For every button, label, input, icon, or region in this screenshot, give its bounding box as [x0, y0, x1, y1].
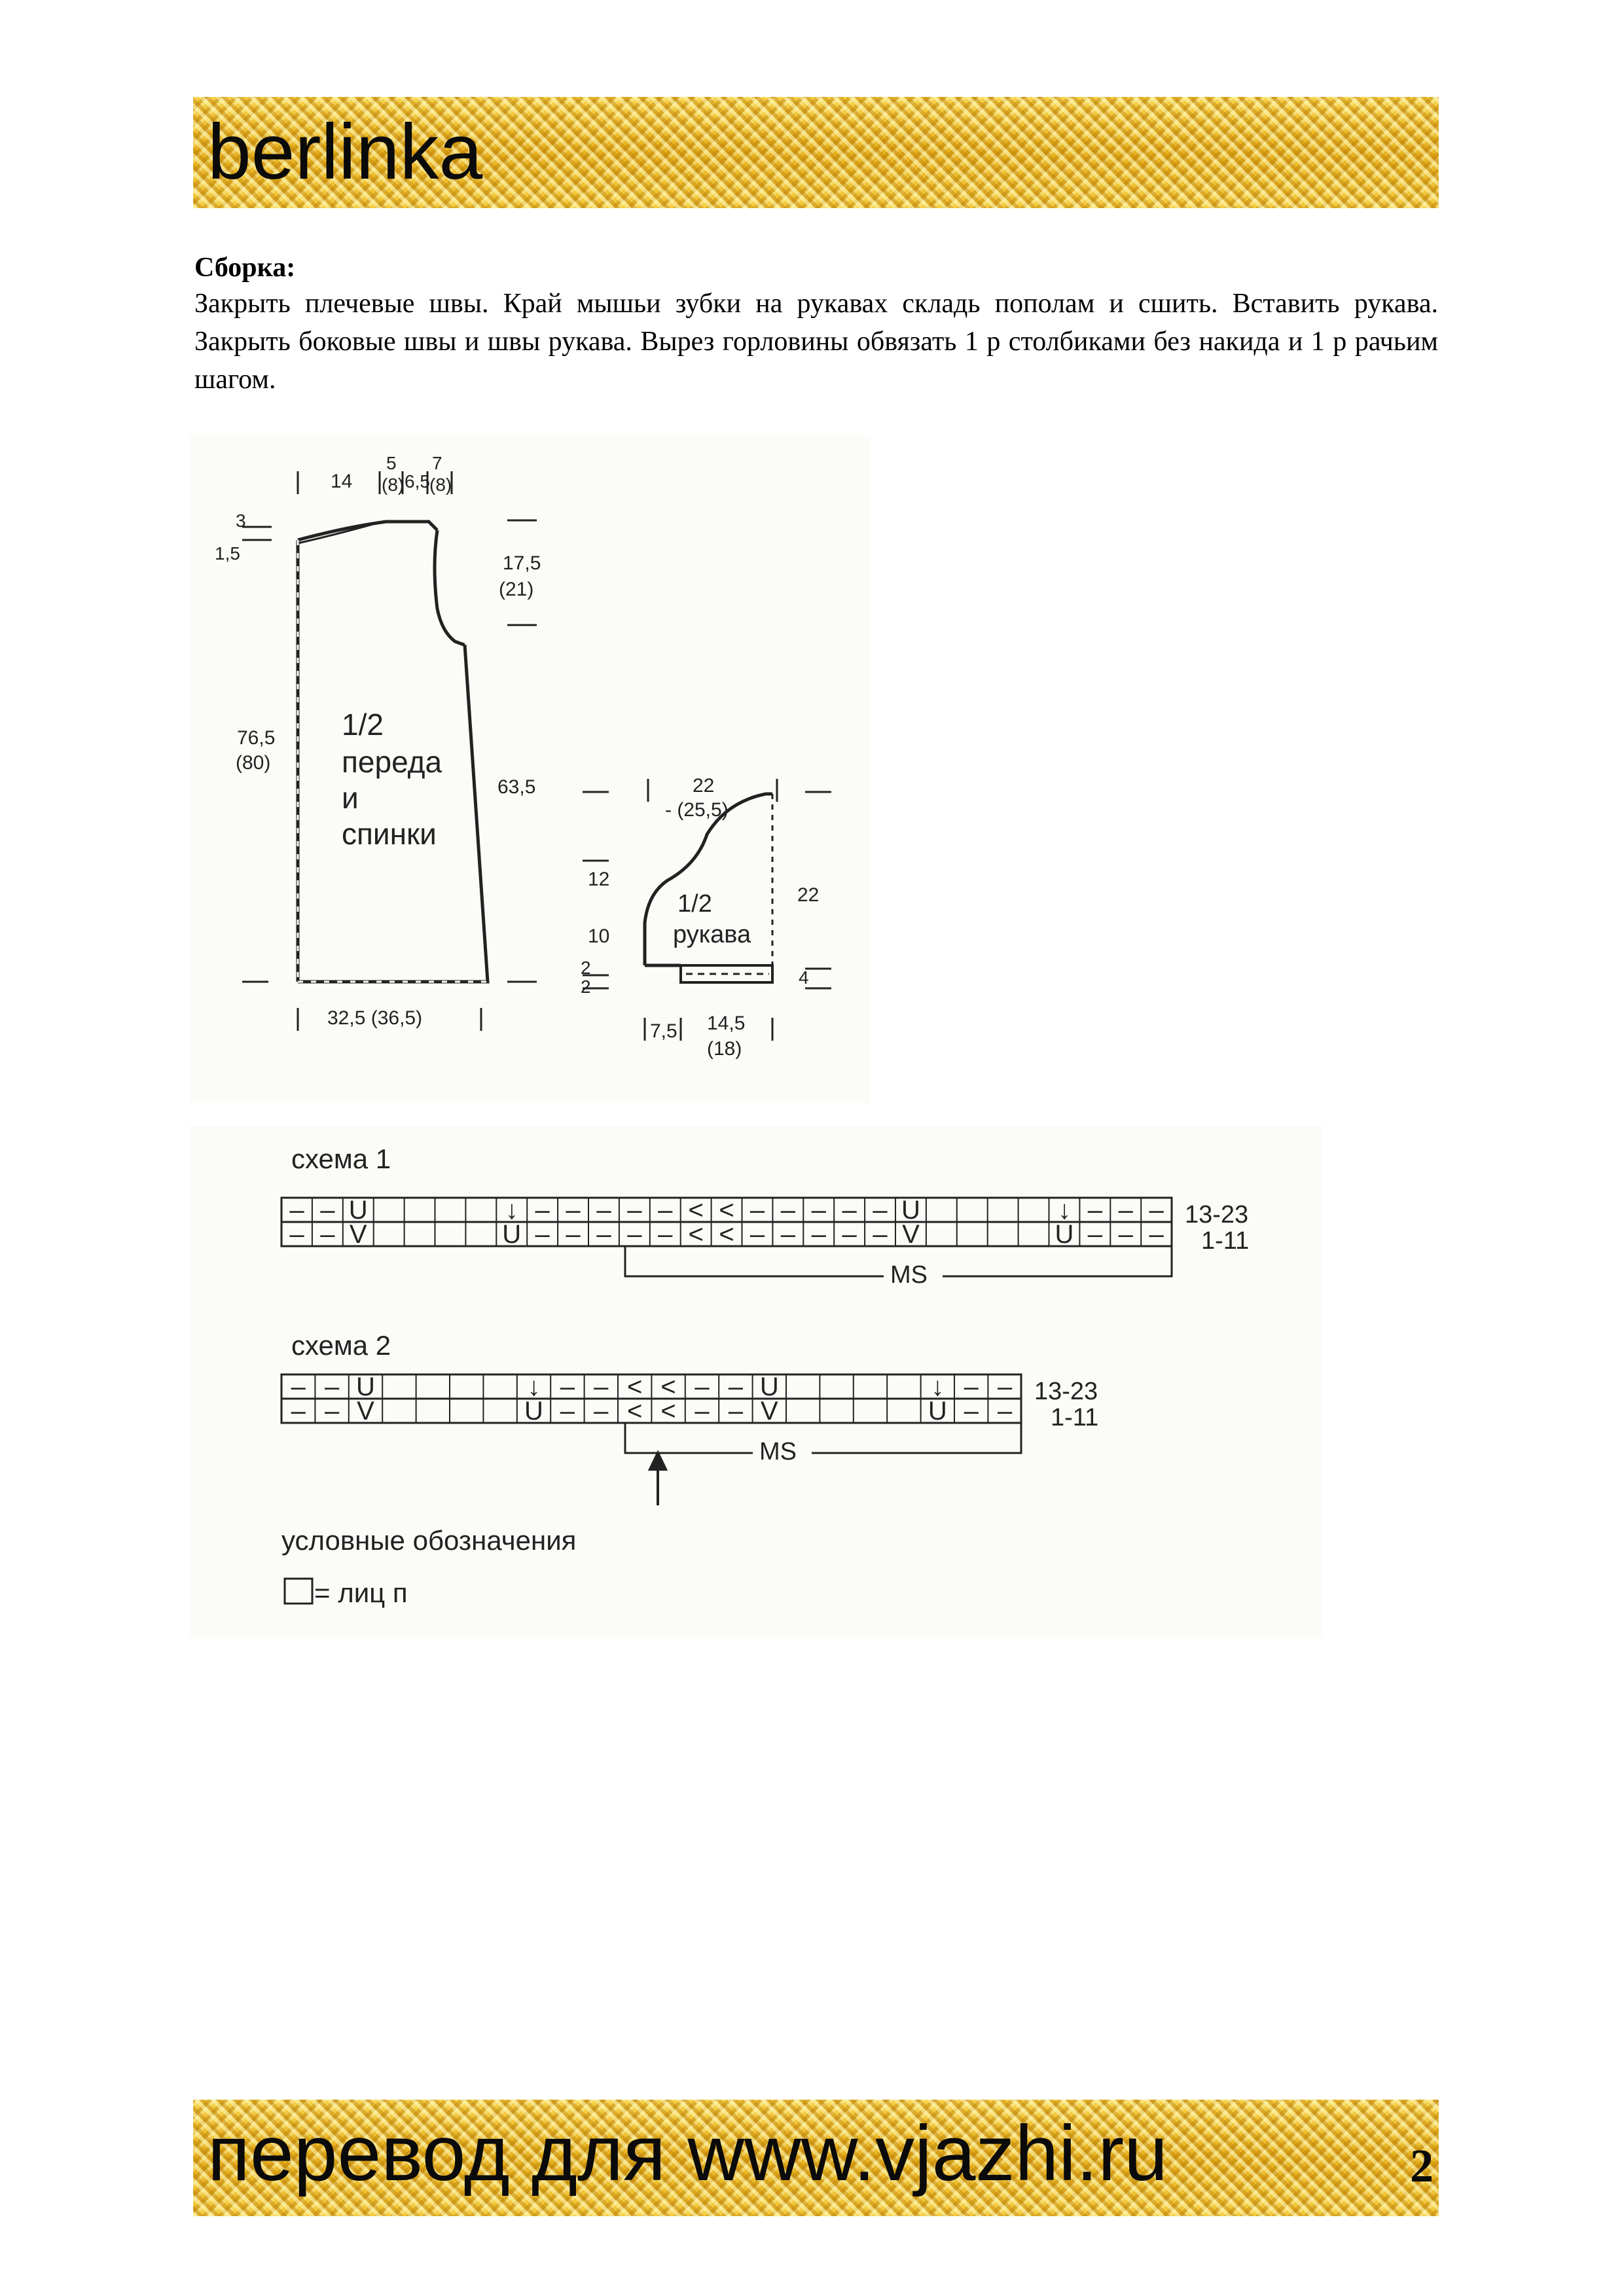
chart-symbol: – — [320, 1196, 335, 1225]
chart-symbol: – — [627, 1196, 642, 1225]
chart-symbol: – — [728, 1372, 744, 1401]
sleeve-dim-18: (18) — [707, 1038, 742, 1060]
assembly-text: Закрыть плечевые швы. Край мышьи зубки на рукавах складь пополам и сшить. Вставить рукава. Закрыть боковые швы и швы рукава. Вырез горловины обвязать 1 р столбиками без накида и 1 р рачьим шагом. — [194, 289, 1438, 395]
dim-76-5: 76,5 — [237, 727, 276, 749]
chart-symbol: U — [524, 1397, 543, 1426]
chart-symbol: – — [728, 1397, 744, 1426]
chart-symbol: – — [842, 1196, 857, 1225]
scheme1-title: схема 1 — [291, 1143, 391, 1174]
chart-symbol: U — [356, 1372, 375, 1401]
sleeve-dim-2a: 2 — [581, 958, 591, 978]
chart-symbol: – — [964, 1397, 979, 1426]
chart-symbol: – — [289, 1220, 304, 1249]
chart-symbol: – — [596, 1196, 611, 1225]
chart-symbol: – — [1149, 1220, 1164, 1249]
chart-symbol: – — [964, 1372, 979, 1401]
chart-symbol: – — [594, 1397, 609, 1426]
dim-7: 7 — [432, 453, 442, 473]
chart-symbol: – — [560, 1397, 575, 1426]
chart-symbol: – — [780, 1196, 795, 1225]
chart-symbol: – — [749, 1220, 765, 1249]
chart-symbol: – — [566, 1196, 581, 1225]
chart-symbol: – — [560, 1372, 575, 1401]
body-label-2: переда — [342, 745, 442, 779]
chart-symbol: – — [695, 1372, 710, 1401]
footer-text: перевод для www.vjazhi.ru — [208, 2109, 1168, 2197]
dim-8b: (8) — [429, 475, 452, 495]
scheme1-row-bottom: 1-11 — [1201, 1227, 1250, 1255]
chart-symbol: – — [658, 1196, 673, 1225]
chart-symbol: < — [688, 1220, 704, 1249]
scheme2-ms: MS — [759, 1438, 797, 1465]
body-label-4: спинки — [342, 817, 437, 851]
dim-1-5: 1,5 — [215, 543, 240, 564]
chart-symbol: – — [811, 1220, 826, 1249]
header-banner — [193, 97, 1439, 208]
page-number: 2 — [1410, 2140, 1434, 2192]
chart-symbol: – — [324, 1397, 340, 1426]
stitch-charts — [190, 1126, 1322, 1636]
chart-symbol: – — [811, 1196, 826, 1225]
chart-symbol: V — [357, 1397, 374, 1426]
dim-5: 5 — [386, 453, 397, 473]
chart-symbol: U — [1055, 1220, 1074, 1249]
chart-symbol: – — [535, 1196, 550, 1225]
chart-symbol: ↓ — [505, 1196, 518, 1225]
chart-symbol: – — [1149, 1196, 1164, 1225]
chart-symbol: – — [1087, 1196, 1102, 1225]
dim-body-width: 32,5 (36,5) — [327, 1007, 423, 1029]
chart-symbol: – — [873, 1196, 888, 1225]
chart-symbol: < — [719, 1196, 734, 1225]
chart-symbol: – — [873, 1220, 888, 1249]
sleeve-dim-7-5: 7,5 — [650, 1020, 677, 1042]
chart-symbol: – — [997, 1397, 1013, 1426]
chart-symbol: ↓ — [1057, 1196, 1071, 1225]
dim-21: (21) — [499, 579, 534, 600]
chart-symbol: – — [566, 1220, 581, 1249]
chart-symbol: – — [627, 1220, 642, 1249]
chart-symbol: ↓ — [931, 1372, 945, 1401]
sleeve-dim-14-5: 14,5 — [707, 1013, 746, 1034]
chart-symbol: < — [627, 1397, 643, 1426]
dim-3: 3 — [236, 511, 246, 531]
chart-symbol: < — [719, 1220, 734, 1249]
sleeve-dim-12: 12 — [588, 869, 610, 890]
sleeve-label-1: 1/2 — [677, 890, 712, 918]
assembly-heading: Сборка: — [194, 253, 296, 283]
chart-symbol: – — [658, 1220, 673, 1249]
chart-symbol: – — [289, 1196, 304, 1225]
chart-symbol: – — [291, 1397, 306, 1426]
chart-symbol: U — [759, 1372, 779, 1401]
scheme2-row-bottom: 1-11 — [1051, 1404, 1099, 1431]
sleeve-dim-10: 10 — [588, 925, 610, 947]
chart-symbol: ↓ — [527, 1372, 541, 1401]
chart-symbol: < — [688, 1196, 704, 1225]
footer-banner — [193, 2100, 1439, 2216]
chart-symbol: U — [928, 1397, 947, 1426]
body-label-3: и — [342, 781, 359, 815]
chart-symbol: V — [760, 1397, 778, 1426]
chart-symbol: V — [902, 1220, 920, 1249]
body-label-1: 1/2 — [342, 708, 384, 742]
sleeve-label-2: рукава — [673, 921, 751, 948]
chart-symbol: V — [349, 1220, 367, 1249]
sleeve-dim-2b: 2 — [581, 977, 591, 997]
chart-symbol: U — [901, 1196, 920, 1225]
legend-item: = лиц п — [314, 1577, 408, 1608]
pattern-schematic-svg — [190, 435, 871, 1103]
sleeve-dim-22-top: 22 — [693, 775, 715, 797]
chart-symbol: U — [502, 1220, 522, 1249]
chart-symbol: – — [594, 1372, 609, 1401]
chart-symbol: < — [660, 1372, 676, 1401]
chart-symbol: – — [1087, 1220, 1102, 1249]
chart-symbol: – — [320, 1220, 335, 1249]
chart-symbol: – — [291, 1372, 306, 1401]
chart-symbol: – — [780, 1220, 795, 1249]
sleeve-dim-22-right: 22 — [797, 884, 820, 906]
dim-80: (80) — [236, 752, 271, 774]
chart-symbol: – — [749, 1196, 765, 1225]
dim-14: 14 — [331, 471, 353, 492]
chart-symbol: – — [997, 1372, 1013, 1401]
scheme2-title: схема 2 — [291, 1330, 391, 1361]
chart-symbol: – — [324, 1372, 340, 1401]
dim-8a: (8) — [382, 475, 405, 495]
dim-6-5: 6,5 — [405, 471, 430, 492]
scheme1-row-top: 13-23 — [1185, 1201, 1249, 1229]
chart-symbol: – — [535, 1220, 550, 1249]
chart-symbol: – — [596, 1220, 611, 1249]
dim-17-5: 17,5 — [503, 552, 541, 574]
chart-symbol: < — [660, 1397, 676, 1426]
scheme1-ms: MS — [890, 1261, 928, 1289]
chart-symbol: < — [627, 1372, 643, 1401]
chart-symbol: U — [348, 1196, 368, 1225]
scheme2-row-top: 13-23 — [1034, 1378, 1098, 1405]
sleeve-dim-4: 4 — [799, 967, 809, 988]
dim-63-5: 63,5 — [497, 776, 536, 798]
chart-symbol: – — [842, 1220, 857, 1249]
chart-symbol: – — [1118, 1220, 1133, 1249]
header-title: berlinka — [208, 108, 483, 196]
legend-title: условные обозначения — [281, 1525, 577, 1556]
pattern-schematic — [190, 435, 871, 1103]
stitch-charts-svg — [190, 1126, 1322, 1636]
chart-symbol: – — [695, 1397, 710, 1426]
sleeve-dim-25-5: - (25,5) — [665, 799, 729, 821]
chart-symbol: – — [1118, 1196, 1133, 1225]
